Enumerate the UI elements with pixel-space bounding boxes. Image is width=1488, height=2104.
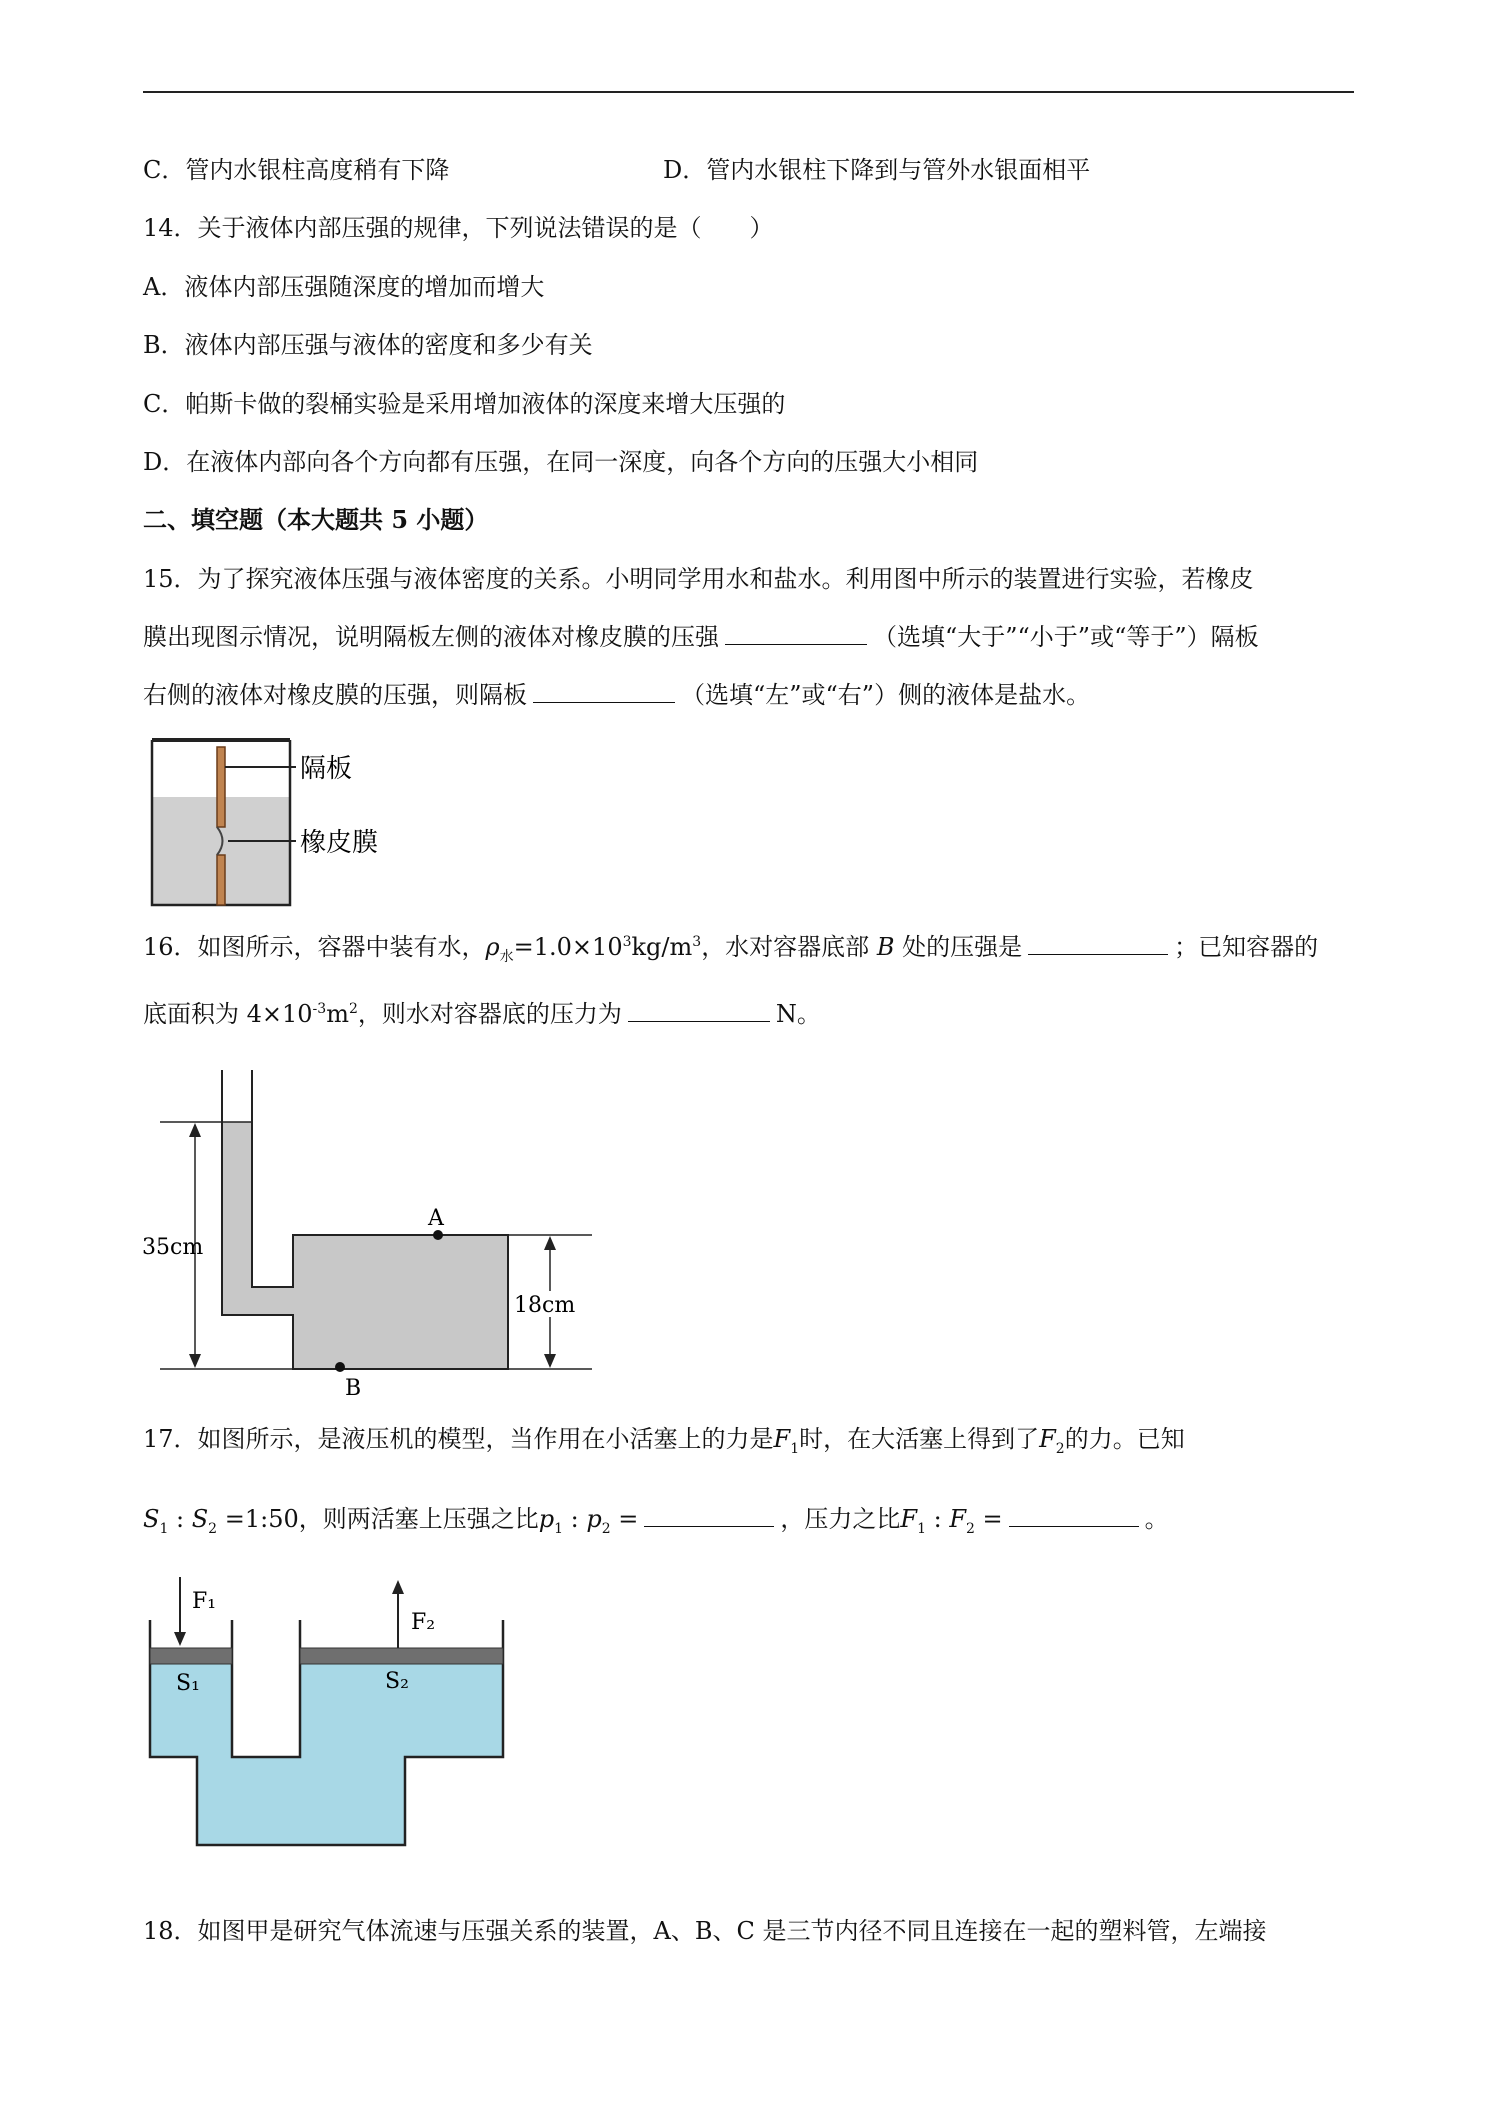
subscript: 1 bbox=[917, 1520, 926, 1537]
q16-line1 bbox=[143, 930, 1318, 964]
q16-text: ，则水对容器底的压力为 bbox=[357, 1000, 622, 1028]
q18-line1: 18．如图甲是研究气体流速与压强关系的装置，A、B、C 是三节内径不同且连接在一起的塑料管，左端接 bbox=[143, 1917, 1267, 1945]
q16-line2 bbox=[143, 997, 821, 1031]
q17-answer-blank-1[interactable] bbox=[644, 1502, 774, 1527]
rho-subscript: 水 bbox=[499, 948, 514, 965]
arrow-up-icon bbox=[392, 1580, 404, 1594]
q17-text: ，压力之比 bbox=[780, 1505, 901, 1533]
q14-option-a: A．液体内部压强随深度的增加而增大 bbox=[143, 273, 545, 301]
q15-text: 膜出现图示情况，说明隔板左侧的液体对橡皮膜的压强 bbox=[143, 623, 719, 651]
area-s2-label: S₂ bbox=[385, 1669, 409, 1694]
q15-line3 bbox=[143, 678, 1090, 712]
exponent: -3 bbox=[312, 1001, 327, 1017]
q17-text: ，则两活塞上压强之比 bbox=[298, 1505, 539, 1533]
partition-lower bbox=[217, 855, 225, 905]
point-b-label: B bbox=[345, 1376, 362, 1401]
point-a-label: A bbox=[428, 1206, 444, 1231]
exponent: 2 bbox=[348, 1001, 358, 1017]
header-rule bbox=[143, 91, 1354, 93]
subscript: 1 bbox=[790, 1440, 800, 1457]
equals: = bbox=[974, 1505, 1003, 1533]
q16-text: m bbox=[326, 1000, 349, 1028]
q15-text: （选填“大于”“小于”或“等于”）隔板 bbox=[873, 623, 1259, 651]
p-symbol: p bbox=[538, 1505, 555, 1533]
q16-text: 16．如图所示，容器中装有水， bbox=[143, 933, 486, 961]
q14-stem: 14．关于液体内部压强的规律，下列说法错误的是（ ） bbox=[143, 214, 774, 242]
subscript: 1 bbox=[159, 1520, 169, 1537]
arrow-head-icon bbox=[189, 1354, 201, 1368]
ratio-separator: : bbox=[168, 1505, 192, 1533]
q16-answer-blank-2[interactable] bbox=[628, 997, 770, 1022]
q15-text: （选填“左”或“右”）侧的液体是盐水。 bbox=[681, 681, 1091, 709]
press-outline-inner bbox=[232, 1620, 300, 1757]
exponent: 3 bbox=[692, 934, 702, 950]
hydraulic-fluid bbox=[150, 1664, 503, 1845]
arrow-head-icon bbox=[544, 1236, 556, 1250]
rho-symbol: ρ bbox=[485, 933, 500, 961]
q15-answer-blank-2[interactable] bbox=[533, 678, 675, 703]
large-piston bbox=[300, 1648, 503, 1664]
q16-container-figure bbox=[140, 1065, 610, 1405]
exponent: 3 bbox=[622, 934, 632, 950]
subscript: 2 bbox=[966, 1520, 975, 1537]
membrane-label: 橡皮膜 bbox=[300, 828, 379, 858]
ratio-separator: : bbox=[926, 1505, 950, 1533]
q14-option-b: B．液体内部压强与液体的密度和多少有关 bbox=[143, 331, 593, 359]
q16-text: ，水对容器底部 bbox=[701, 933, 877, 961]
area-s1-label: S₁ bbox=[176, 1671, 200, 1696]
q16-answer-blank-1[interactable] bbox=[1028, 930, 1168, 955]
q17-text: 。 bbox=[1144, 1505, 1169, 1533]
ratio-value: =1:50 bbox=[217, 1505, 299, 1533]
q14-option-c: C．帕斯卡做的裂桶实验是采用增加液体的深度来增大压强的 bbox=[143, 390, 786, 418]
arrow-down-icon bbox=[174, 1632, 186, 1646]
point-b-italic: B bbox=[876, 933, 895, 961]
small-piston bbox=[150, 1648, 232, 1664]
equals: = bbox=[610, 1505, 639, 1533]
q17-text: 17．如图所示，是液压机的模型，当作用在小活塞上的力是 bbox=[143, 1425, 774, 1453]
q15-line1: 15．为了探究液体压强与液体密度的关系。小明同学用水和盐水。利用图中所示的装置进行实验，若橡皮 bbox=[143, 565, 1254, 593]
partition-upper bbox=[217, 747, 225, 827]
f-symbol: F bbox=[1039, 1425, 1056, 1453]
q13-option-c: C．管内水银柱高度稍有下降 bbox=[143, 156, 450, 184]
f-symbol: F bbox=[949, 1505, 966, 1533]
q17-line1 bbox=[143, 1422, 1185, 1456]
q16-text: =1.0×10 bbox=[513, 933, 623, 961]
s-symbol: S bbox=[191, 1505, 209, 1533]
q17-hydraulic-press-figure bbox=[140, 1572, 520, 1872]
arrow-head-icon bbox=[544, 1354, 556, 1368]
q14-option-d: D．在液体内部向各个方向都有压强，在同一深度，向各个方向的压强大小相同 bbox=[143, 448, 979, 476]
q17-text: 的力。已知 bbox=[1064, 1425, 1185, 1453]
force-f2-label: F₂ bbox=[411, 1610, 436, 1635]
subscript: 1 bbox=[554, 1520, 564, 1537]
q15-partition-figure bbox=[148, 735, 408, 915]
point-b-dot bbox=[335, 1362, 345, 1372]
q17-line2 bbox=[143, 1502, 1169, 1536]
water-region bbox=[222, 1122, 508, 1369]
q16-text: 底面积为 4×10 bbox=[143, 1000, 313, 1028]
q16-text: kg/m bbox=[631, 933, 693, 961]
p-symbol: p bbox=[586, 1505, 602, 1533]
q16-text: N。 bbox=[775, 1000, 821, 1028]
s-symbol: S bbox=[143, 1505, 160, 1533]
q13-option-d: D．管内水银柱下降到与管外水银面相平 bbox=[663, 156, 1091, 184]
q17-text: 时，在大活塞上得到了 bbox=[799, 1425, 1040, 1453]
q17-answer-blank-2[interactable] bbox=[1009, 1502, 1139, 1527]
q16-text: 处的压强是 bbox=[894, 933, 1023, 961]
subscript: 2 bbox=[208, 1520, 218, 1537]
q15-line2 bbox=[143, 620, 1259, 654]
ratio-separator: : bbox=[563, 1505, 587, 1533]
q15-text: 右侧的液体对橡皮膜的压强，则隔板 bbox=[143, 681, 527, 709]
f-symbol: F bbox=[773, 1425, 791, 1453]
section-title: 二、填空题（本大题共 5 小题） bbox=[143, 505, 489, 534]
subscript: 2 bbox=[1055, 1440, 1065, 1457]
subscript: 2 bbox=[601, 1520, 611, 1537]
height-label-35: 35cm bbox=[142, 1235, 204, 1260]
force-f1-label: F₁ bbox=[192, 1589, 217, 1614]
q16-text: ；已知容器的 bbox=[1174, 933, 1319, 961]
point-a-dot bbox=[433, 1230, 443, 1240]
partition-label: 隔板 bbox=[300, 754, 353, 784]
height-label-18: 18cm bbox=[514, 1293, 576, 1318]
arrow-head-icon bbox=[189, 1123, 201, 1137]
q15-answer-blank-1[interactable] bbox=[725, 620, 867, 645]
f-symbol: F bbox=[900, 1505, 918, 1533]
